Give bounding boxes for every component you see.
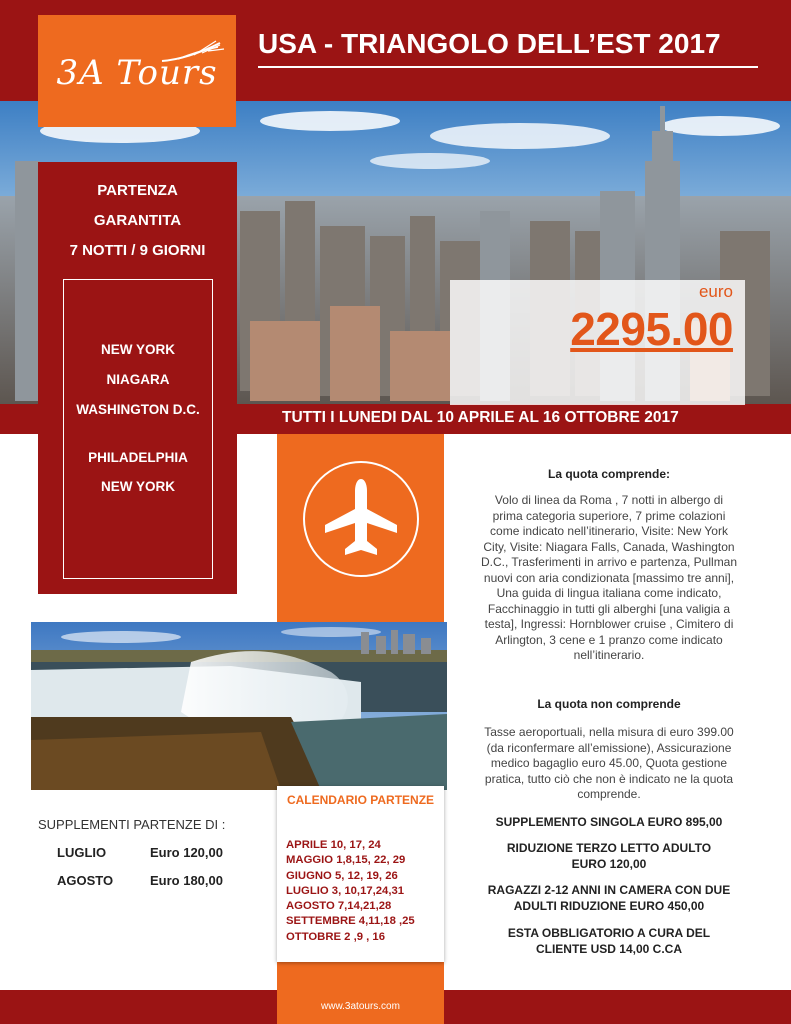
niagara-falls-photo — [31, 622, 447, 790]
footer-website-link[interactable]: www.3atours.com — [321, 1001, 400, 1012]
destination-item: NEW YORK — [100, 342, 175, 357]
logo-text: 3A Tours — [56, 53, 218, 93]
heading-partenza: PARTENZA — [97, 182, 178, 199]
excludes-title: La quota non comprende — [537, 697, 681, 711]
single-supplement-note: SUPPLEMENTO SINGOLA EURO 895,00 — [495, 815, 723, 829]
calendar-item: GIUGNO 5, 12, 19, 26 — [286, 869, 398, 882]
third-bed-note: RIDUZIONE TERZO LETTO ADULTO EURO 120,00 — [506, 841, 712, 871]
esta-note: ESTA OBBLIGATORIO A CURA DEL CLIENTE USD 14,00 C.CA — [507, 926, 711, 956]
destination-item: WASHINGTON D.C. — [76, 402, 200, 417]
page-title: USA - TRIANGOLO DELL’EST 2017 — [258, 28, 721, 59]
price-box — [450, 280, 745, 405]
excludes-text: Tasse aeroportuali, nella misura di euro 399.00 (da riconfermare all’emissione), Assicurazione medico bagaglio euro 45.00, Quota gestione pratica, tutto ciò che non è indicato ne la quota comprende. — [484, 725, 734, 801]
left-info-column — [38, 162, 237, 594]
calendar-item: AGOSTO 7,14,21,28 — [286, 900, 392, 913]
destination-item: NIAGARA — [106, 372, 170, 387]
calendar-item: SETTEMBRE 4,11,18 ,25 — [286, 915, 415, 928]
price-value: 2295.00 — [570, 303, 733, 355]
price-currency: euro — [698, 282, 733, 301]
destination-item: NEW YORK — [100, 479, 175, 494]
supplement-value: Euro 180,00 — [150, 873, 223, 888]
supplement-month: LUGLIO — [57, 845, 107, 860]
supplement-month: AGOSTO — [57, 873, 114, 888]
includes-text: Volo di linea da Roma , 7 notti in albergo di prima categoria superiore, 7 prime colazioni come indicato nell’itinerario, Visite: New York City, Visite: Niagara Falls, Canada, Washington D.C., Trasferimenti in arrivo e partenza, Pullman nuovi con aria condizionata [massimo tre anni], Una guida di lingua italiana come indicato, Facchinaggio in tutti gli alberghi [una valigia a testa], Ingressi: Hornblower cruise , Cimitero di Arlington, 3 cene e 1 pranzo come indicato nell’itinerario. — [480, 493, 738, 662]
calendar-item: OTTOBRE 2 ,9 , 16 — [286, 930, 385, 943]
calendar-title: CALENDARIO PARTENZE — [286, 793, 435, 807]
destination-item: PHILADELPHIA — [88, 450, 188, 465]
airplane-icon — [305, 463, 417, 575]
plane-circle — [303, 461, 419, 577]
departure-calendar — [277, 786, 444, 962]
heading-garantita: GARANTITA — [93, 212, 182, 229]
departure-dates-banner: TUTTI I LUNEDI DAL 10 APRILE AL 16 OTTOBRE 2017 — [282, 409, 679, 426]
destinations-frame — [63, 279, 213, 579]
calendar-item: MAGGIO 1,8,15, 22, 29 — [286, 854, 406, 867]
calendar-item: LUGLIO 3, 10,17,24,31 — [286, 884, 405, 897]
supplement-value: Euro 120,00 — [150, 845, 223, 860]
calendar-item: APRILE 10, 17, 24 — [286, 839, 381, 851]
calendar-list — [286, 838, 446, 945]
supplements-title: SUPPLEMENTI PARTENZE DI : — [38, 817, 226, 832]
title-underline — [258, 66, 758, 68]
heading-duration: 7 NOTTI / 9 GIORNI — [69, 242, 206, 259]
children-note: RAGAZZI 2-12 ANNI IN CAMERA CON DUE ADULTI RIDUZIONE EURO 450,00 — [487, 883, 731, 913]
logo — [38, 15, 236, 127]
includes-title: La quota comprende: — [547, 467, 670, 481]
